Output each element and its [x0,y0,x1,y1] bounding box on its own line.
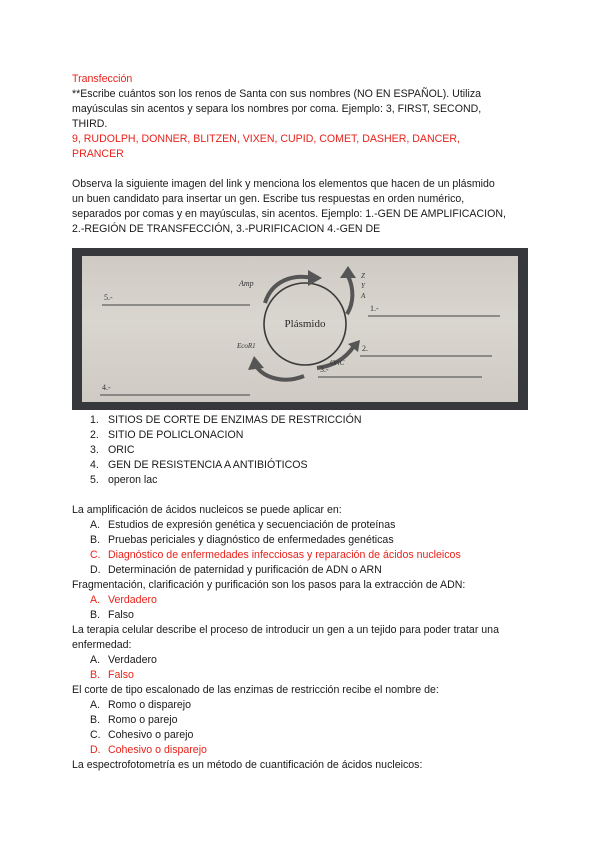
answer-text: 9, RUDOLPH, DONNER, BLITZEN, VIXEN, CUPID, COMET, DASHER, DANCER, [72,133,460,145]
option-item: B. Pruebas periciales y diagnóstico de enfermedades genéticas [90,534,394,546]
zya-arrow-icon [347,276,352,314]
section-heading: Transfección [72,73,133,85]
answer-text: PRANCER [72,148,124,160]
zya-label-a: A [361,292,366,300]
question-text: La terapia celular describe el proceso de introducir un gen a un tejido para poder tratar una [72,624,499,636]
question-text: El corte de tipo escalonado de las enzimas de restricción recibe el nombre de: [72,684,439,696]
option-item: B. Romo o parejo [90,714,178,726]
plasmid-photo [72,248,528,410]
blank-1-label: 1.- [370,304,379,313]
oric-label: OriC [330,359,345,367]
option-item: A. Verdadero [90,654,157,666]
question-spectrophotometry [72,758,532,773]
plasmid-diagram [72,248,528,410]
blank-3-label: 3.- [320,365,329,374]
option-item: A. Romo o disparejo [90,699,192,711]
option-item-selected: D. Cohesivo o disparejo [90,744,207,756]
zya-label-z: Z [361,272,365,280]
question-extraction [72,578,532,623]
option-item: A. Estudios de expresión genética y secuenciación de proteínas [90,519,396,531]
question-amplification [72,503,532,578]
question-plasmid [72,177,532,237]
option-item: B. Falso [90,609,134,621]
list-item: 5. operon lac [90,474,158,486]
list-item: 1. SITIOS DE CORTE DE ENZIMAS DE RESTRICCIÓN [90,414,362,426]
question-text: enfermedad: [72,639,132,651]
question-text: 2.-REGIÓN DE TRANSFECCIÓN, 3.-PURIFICACION 4.-GEN DE [72,223,381,235]
list-item: 4. GEN DE RESISTENCIA A ANTIBIÓTICOS [90,459,308,471]
question-text: un buen candidato para insertar un gen. Escribe tus respuestas en orden numérico, [72,193,465,205]
list-item: 2. SITIO DE POLICLONACION [90,429,244,441]
list-item: 3. ORIC [90,444,135,456]
question-text: Fragmentación, clarificación y purificación son los pasos para la extracción de ADN: [72,579,466,591]
question-restriction-cut [72,683,532,758]
zya-arrowhead-icon [340,266,356,278]
option-item-selected: C. Diagnóstico de enfermedades infecciosas y reparación de ácidos nucleicos [90,549,461,561]
question-text: La amplificación de ácidos nucleicos se puede aplicar en: [72,504,342,516]
option-item-selected: A. Verdadero [90,594,157,606]
question-text: Observa la siguiente imagen del link y menciona los elementos que hacen de un plásmido [72,178,495,190]
question-text: La espectrofotometría es un método de cuantificación de ácidos nucleicos: [72,759,423,771]
question-text: separados por comas y en mayúsculas, sin acentos. Ejemplo: 1.-GEN DE AMPLIFICACION, [72,208,506,220]
blank-4-label: 4.- [102,383,111,392]
plasmid-label: Plásmido [284,318,326,330]
question-text: THIRD. [72,118,108,130]
zya-label-y: Y [361,282,365,290]
blank-2-label: 2. [362,344,368,353]
option-item: C. Cohesivo o parejo [90,729,194,741]
question-text: **Escribe cuántos son los renos de Santa con sus nombres (NO EN ESPAÑOL). Utiliza [72,88,482,100]
question-text: mayúsculas sin acentos y separa los nombres por coma. Ejemplo: 3, FIRST, SECOND, [72,103,482,115]
ecori-arrowhead-icon [248,356,264,370]
blank-5-label: 5.- [104,293,113,302]
ecori-label: EcoR1 [237,342,256,350]
question-reindeer [72,87,532,162]
option-item-selected: B. Falso [90,669,134,681]
document-page [72,72,532,773]
option-item: D. Determinación de paternidad y purificación de ADN o ARN [90,564,382,576]
amp-label: Amp [239,279,254,288]
question-cell-therapy [72,623,532,683]
answer-list [72,413,532,488]
